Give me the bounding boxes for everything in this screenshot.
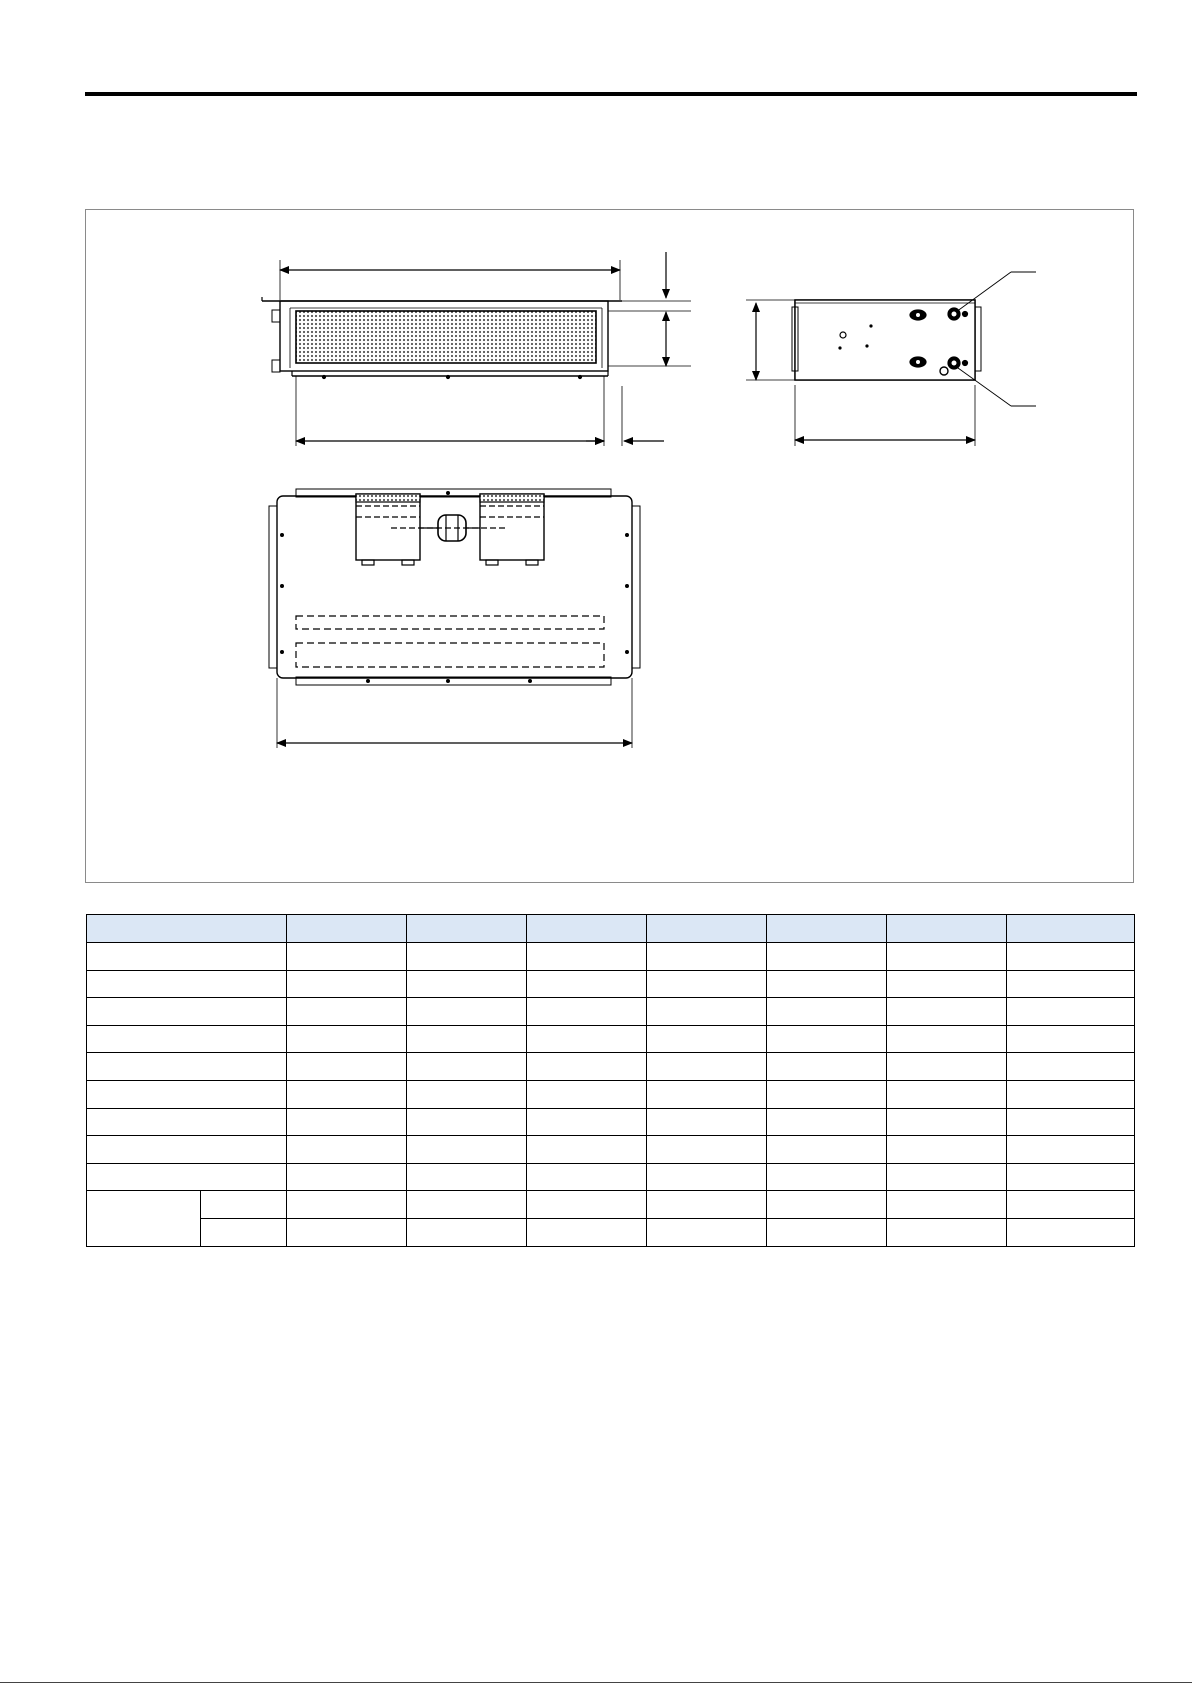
table-cell (287, 1025, 407, 1053)
table-cell (1007, 1136, 1135, 1164)
table-cell (767, 1108, 887, 1136)
table-group-label (87, 1191, 201, 1246)
table-cell (287, 998, 407, 1026)
table-cell (887, 970, 1007, 998)
table-cell (527, 970, 647, 998)
front-view-drawing (262, 252, 691, 446)
table-cell (767, 943, 887, 971)
table-cell (527, 1191, 647, 1219)
table-cell (767, 1136, 887, 1164)
table-cell (407, 943, 527, 971)
table-cell (767, 1053, 887, 1081)
table-cell (87, 1108, 287, 1136)
table-cell (287, 1163, 407, 1191)
table-cell (1007, 1053, 1135, 1081)
table-row (87, 1108, 1135, 1136)
table-cell (887, 998, 1007, 1026)
table-cell (87, 1025, 287, 1053)
table-cell (287, 943, 407, 971)
motor-icon (438, 515, 466, 541)
table-row-grouped (87, 1191, 1135, 1219)
table-cell (647, 1218, 767, 1246)
table-cell (767, 970, 887, 998)
table-cell (527, 1025, 647, 1053)
table-cell (287, 1218, 407, 1246)
table-cell (407, 1136, 527, 1164)
table-row (87, 1053, 1135, 1081)
table-cell (287, 970, 407, 998)
table-cell (1007, 1080, 1135, 1108)
table-cell (1007, 970, 1135, 998)
table-cell (887, 1163, 1007, 1191)
table-cell (87, 1053, 287, 1081)
table-cell (201, 1218, 287, 1246)
blower-housing-right (480, 494, 544, 560)
table-cell (87, 970, 287, 998)
table-header-cell (647, 915, 767, 943)
table-cell (407, 1053, 527, 1081)
table-cell (767, 1191, 887, 1219)
table-cell (527, 998, 647, 1026)
top-view-drawing (269, 489, 640, 748)
table-cell (1007, 1218, 1135, 1246)
table-cell (87, 1163, 287, 1191)
table-cell (647, 1025, 767, 1053)
table-header-row (87, 915, 1135, 943)
table-cell (407, 1025, 527, 1053)
side-view-drawing (746, 272, 1036, 446)
table-cell (407, 1163, 527, 1191)
filter-grille (296, 311, 596, 363)
table-cell (527, 1136, 647, 1164)
table-cell (287, 1053, 407, 1081)
table-cell (407, 970, 527, 998)
table-cell (887, 1080, 1007, 1108)
table-cell (407, 1218, 527, 1246)
table-header-cell (887, 915, 1007, 943)
table-cell (1007, 998, 1135, 1026)
table-cell (767, 1025, 887, 1053)
footer-rule (0, 1682, 1192, 1683)
table-cell (87, 1136, 287, 1164)
table-cell (647, 943, 767, 971)
coil-outline-upper (296, 616, 604, 629)
table-cell (87, 998, 287, 1026)
table-cell (87, 943, 287, 971)
table-cell (1007, 1163, 1135, 1191)
table-header-cell (407, 915, 527, 943)
dimension-table (86, 914, 1135, 1247)
table-row (87, 970, 1135, 998)
table-cell (527, 1080, 647, 1108)
table-cell (887, 1218, 1007, 1246)
table-cell (287, 1136, 407, 1164)
table-cell (887, 1136, 1007, 1164)
table-cell (407, 1191, 527, 1219)
table-cell (1007, 1108, 1135, 1136)
table-cell (1007, 1025, 1135, 1053)
table-cell (767, 998, 887, 1026)
table-row (87, 1163, 1135, 1191)
table-header-cell (87, 915, 287, 943)
table-cell (647, 1163, 767, 1191)
table-cell (767, 1218, 887, 1246)
table-cell (527, 1163, 647, 1191)
coil-outline-lower (296, 643, 604, 667)
table-cell (647, 970, 767, 998)
table-cell (647, 1053, 767, 1081)
blower-housing-left (356, 494, 420, 560)
table-cell (527, 1108, 647, 1136)
table-cell (407, 998, 527, 1026)
table-row-grouped (87, 1218, 1135, 1246)
table-cell (647, 1108, 767, 1136)
table-cell (887, 1053, 1007, 1081)
leader-line-top (956, 272, 1011, 312)
table-cell (647, 1080, 767, 1108)
table-cell (647, 1191, 767, 1219)
table-cell (527, 943, 647, 971)
header-rule (85, 92, 1137, 96)
technical-drawing-frame (85, 209, 1134, 883)
table-cell (1007, 1191, 1135, 1219)
table-cell (287, 1108, 407, 1136)
table-header-cell (287, 915, 407, 943)
table-cell (887, 1025, 1007, 1053)
table-cell (527, 1053, 647, 1081)
table-cell (87, 1080, 287, 1108)
table-cell (287, 1191, 407, 1219)
table-row (87, 943, 1135, 971)
table-header-cell (527, 915, 647, 943)
table-cell (527, 1218, 647, 1246)
table-cell (407, 1080, 527, 1108)
table-cell (1007, 943, 1135, 971)
table-cell (201, 1191, 287, 1219)
table-header-cell (1007, 915, 1135, 943)
table-row (87, 1025, 1135, 1053)
table-row (87, 998, 1135, 1026)
table-cell (647, 998, 767, 1026)
table-cell (887, 943, 1007, 971)
table-row (87, 1136, 1135, 1164)
table-cell (407, 1108, 527, 1136)
leader-line-bottom (958, 368, 1011, 406)
table-cell (767, 1163, 887, 1191)
table-cell (647, 1136, 767, 1164)
table-row (87, 1080, 1135, 1108)
table-cell (887, 1108, 1007, 1136)
table-header-cell (767, 915, 887, 943)
table-cell (767, 1080, 887, 1108)
table-cell (887, 1191, 1007, 1219)
table-cell (287, 1080, 407, 1108)
